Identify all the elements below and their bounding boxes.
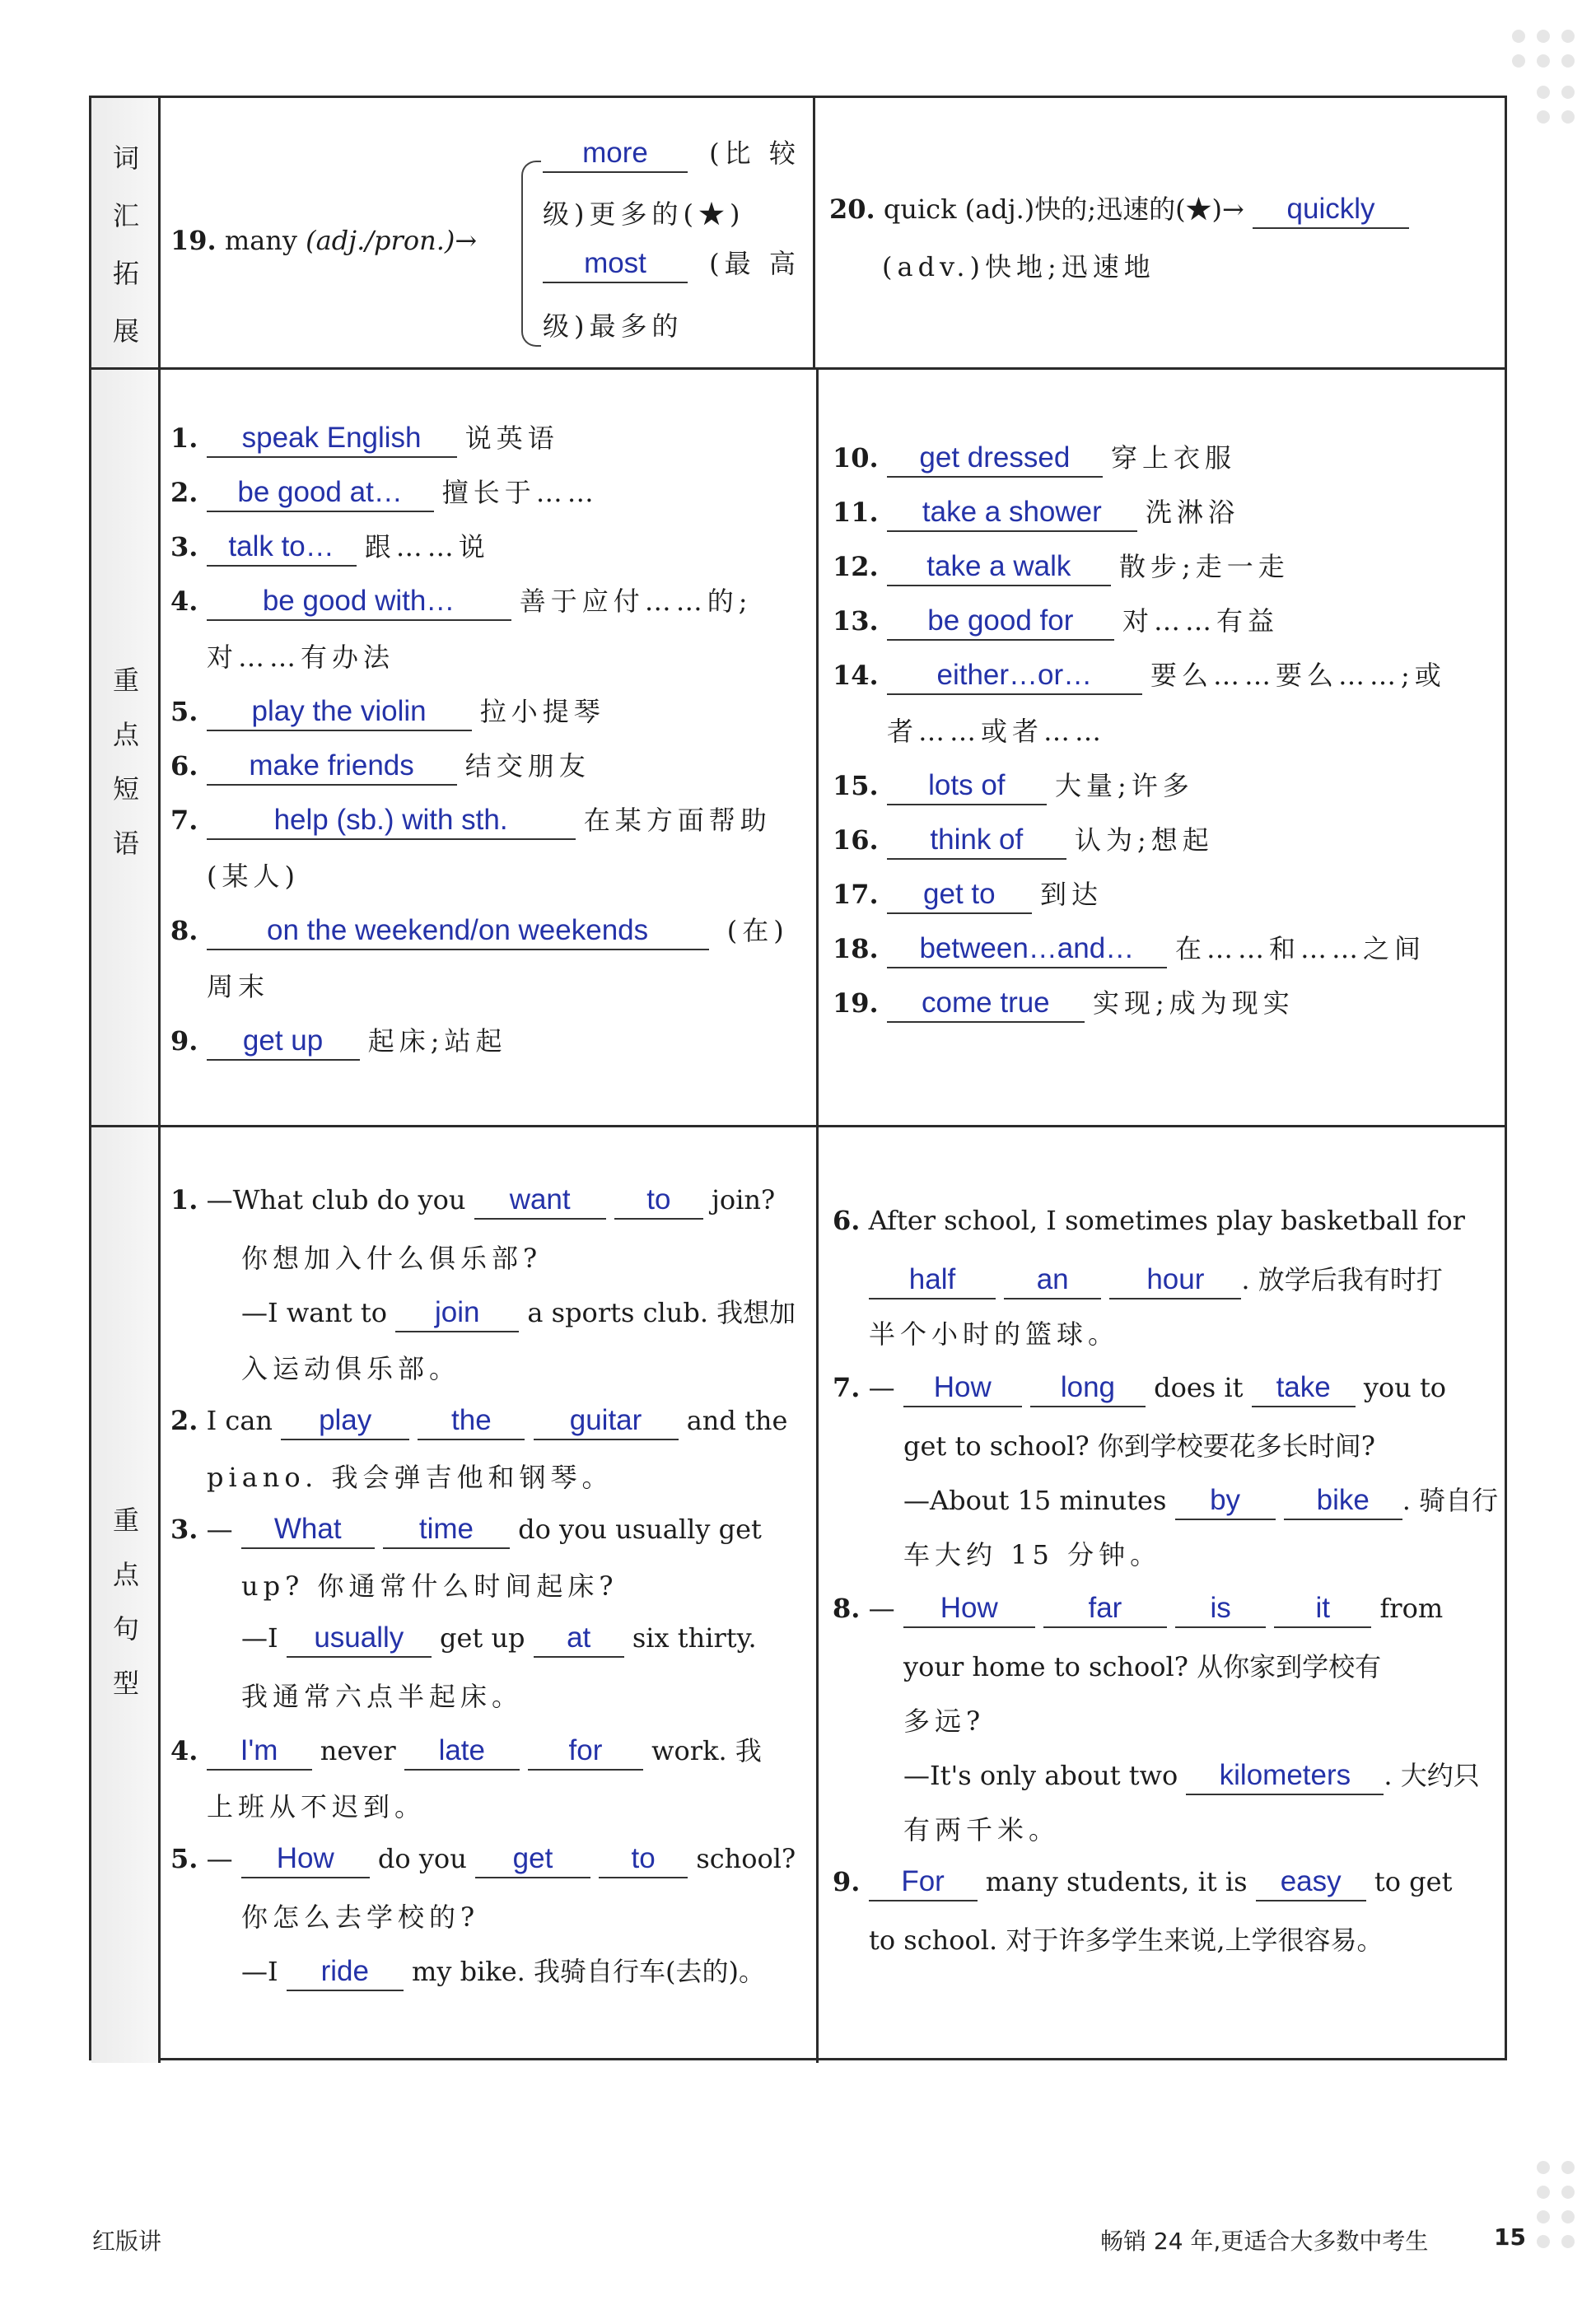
page-number: 15 [1494, 2223, 1526, 2251]
phrase-11: 11. take a shower 洗淋浴 [833, 492, 1239, 532]
phrase-14: 14. either…or… 要么……要么……;或 [833, 655, 1446, 695]
phrase-3: 3. talk to… 跟……说 [170, 526, 490, 567]
footer-slogan: 畅销 24 年,更适合大多数中考生 [1100, 2228, 1429, 2255]
phrase-9: 9. get up 起床;站起 [170, 1020, 507, 1061]
sentence-3: 3. — What time do you usually get [170, 1511, 762, 1549]
phrase-17: 17. get to 到达 [833, 874, 1103, 914]
sentences-row: 重 点 句 型 1. —What club do you want to join? 你想加入什么俱乐部? —I want to join a sports club. 我想加 入运动俱乐部。 2. I can play the guitar and the piano. 我会弹吉他和钢琴。 3. — What time do you usually get up? 你通常什么时间起床? —I usually get up at six thirty. 我通常六点半起床。 4. I'm never late for work. 我 上班从不迟到。 5. — How do you get to school? 你怎么去学校的? —I ride my bike. 我骑自行车(去的)。 6. After school, I sometimes play basketball for half an hour . 放学后我有时打 半个小时的篮球。 7. — How long does it take you to get to school? 你到学校要花多长时间? —About 15 minutes by bike . 骑自行 车大约 15 分钟。 8. — How far is it from your home to school? 从你家到学校有 多远? —It's only about two kilometers . 大约只 有两千米。 9. For many students, it is easy to get to school. 对于许多学生来说,上学很容易。 [91, 1127, 1505, 2063]
phrase-4: 4. be good with… 善于应付……的; [170, 581, 753, 621]
phrase-2: 2. be good at… 擅长于…… [170, 472, 599, 512]
phrase-6: 6. make friends 结交朋友 [170, 745, 590, 786]
vocab-item-19: 19. many (adj./pron.)→ [170, 225, 478, 256]
vocab-19-superlative-blank[interactable]: most [543, 245, 688, 283]
sentence-4: 4. I'm never late for work. 我 [170, 1730, 762, 1771]
vocab-row: 词 汇 拓 展 19. many (adj./pron.)→ more (比 较 级)更多的(★) most (最 高 级)最多的 20. quick (adj.)快的;迅速的(★)→ quickly (adv.)快地;迅速地 [91, 98, 1505, 370]
sentence-8: 8. — How far is it from [833, 1590, 1443, 1628]
phrase-13: 13. be good for 对……有益 [833, 600, 1279, 641]
phrase-1: 1. speak English 说英语 [170, 418, 559, 458]
sentence-1: 1. —What club do you want to join? [170, 1182, 775, 1220]
review-table [89, 96, 1507, 2060]
phrase-7: 7. help (sb.) with sth. 在某方面帮助 [170, 800, 772, 840]
phrases-row: 重 点 短 语 1. speak English 说英语 2. be good at… 擅长于…… 3. talk to… 跟……说 4. be good with… 善于应付……的; 对……有办法 5. play the violin 拉小提琴 6. make friends 结交朋友 7. help (sb.) with sth. 在某方面帮助 (某人) 8. on the weekend/on weekends (在) 周末 9. get up 起床;站起 10. get dressed 穿上衣服 11. take a shower 洗淋浴 12. take a walk 散步;走一走 13. be good for 对……有益 14. either…or… 要么……要么……;或 者……或者…… 15. lots of 大量;许多 16. think of 认为;想起 17. get to 到达 18. between…and… 在……和……之间 19. come true 实现;成为现实 [91, 370, 1505, 1127]
sentence-6: 6. After school, I sometimes play basketball for [833, 1205, 1465, 1236]
phrase-18: 18. between…and… 在……和……之间 [833, 928, 1426, 968]
phrase-15: 15. lots of 大量;许多 [833, 765, 1194, 805]
phrase-16: 16. think of 认为;想起 [833, 819, 1214, 860]
phrase-19: 19. come true 实现;成为现实 [833, 982, 1295, 1023]
footer-left: 红版讲 [92, 2228, 162, 2255]
vocab-19-comparative-blank[interactable]: more [543, 135, 688, 173]
phrase-12: 12. take a walk 散步;走一走 [833, 546, 1290, 586]
vocab-label: 词 汇 拓 展 [91, 98, 161, 367]
sentence-5: 5. — How do you get to school? [170, 1841, 796, 1878]
phrase-8: 8. on the weekend/on weekends (在) [170, 910, 789, 950]
phrase-5: 5. play the violin 拉小提琴 [170, 691, 605, 731]
vocab-item-20: 20. quick (adj.)快的;迅速的(★)→ quickly [829, 189, 1409, 229]
phrases-label: 重 点 短 语 [91, 370, 161, 1125]
sentence-7: 7. — How long does it take you to [833, 1369, 1446, 1407]
sentences-label: 重 点 句 型 [91, 1127, 161, 2063]
sentence-9: 9. For many students, it is easy to get [833, 1864, 1452, 1901]
vocab-20-blank[interactable]: quickly [1253, 191, 1409, 229]
sentence-2: 2. I can play the guitar and the [170, 1402, 787, 1440]
phrase-10: 10. get dressed 穿上衣服 [833, 437, 1236, 478]
